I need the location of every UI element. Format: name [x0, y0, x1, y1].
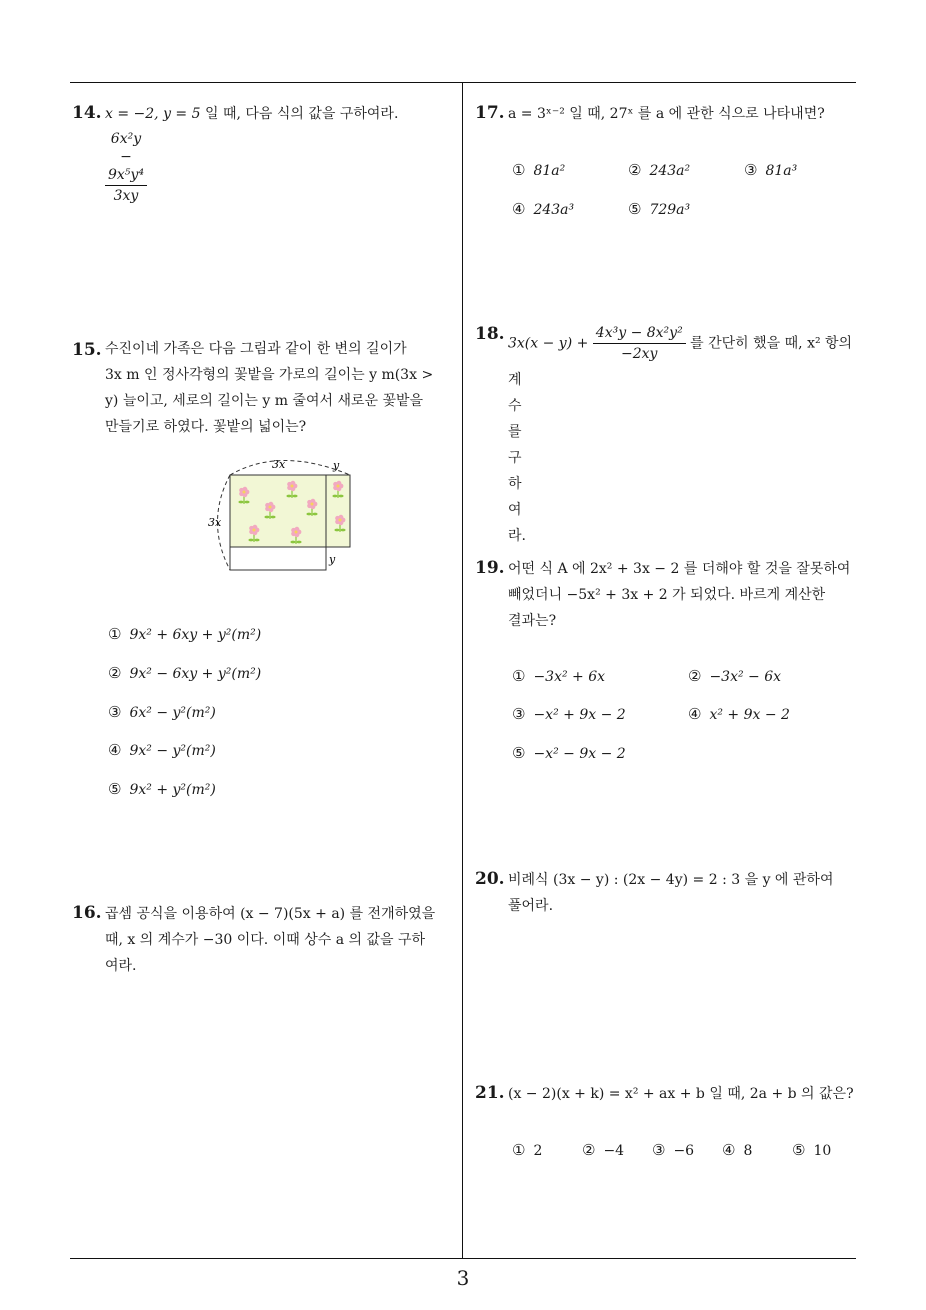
option-4[interactable] — [722, 1141, 752, 1159]
flower-garden-figure — [200, 452, 370, 577]
option-1[interactable] — [512, 1141, 542, 1159]
question-stem — [508, 867, 860, 919]
fraction-denominator: −2xy — [621, 346, 658, 362]
option-4[interactable] — [108, 741, 216, 759]
label-y-top: y — [333, 459, 340, 472]
option-2[interactable] — [688, 667, 781, 685]
option-text: −x² − 9x − 2 — [533, 746, 626, 762]
option-marker: ② — [108, 664, 122, 682]
option-text: 81a³ — [765, 163, 798, 179]
option-text: −3x² − 6x — [709, 669, 782, 685]
option-text: −4 — [603, 1143, 625, 1159]
stem-line: 여라. — [105, 958, 137, 974]
option-marker: ③ — [652, 1141, 666, 1159]
option-5[interactable] — [512, 744, 626, 762]
option-1[interactable] — [512, 161, 565, 179]
option-marker: ① — [108, 625, 122, 643]
option-text: 243a² — [649, 163, 691, 179]
option-marker: ④ — [688, 705, 702, 723]
page-number: 3 — [456, 1266, 470, 1290]
question-number: 17. — [475, 103, 505, 123]
option-marker: ④ — [108, 741, 122, 759]
question-number: 14. — [72, 103, 102, 123]
option-marker: ⑤ — [512, 744, 526, 762]
column-divider — [462, 82, 463, 1258]
fraction-denominator: 3xy — [113, 188, 139, 204]
stem-line: 어떤 식 A 에 2x² + 3x − 2 를 더해야 할 것을 잘못하여 — [508, 561, 851, 577]
option-text: −x² + 9x − 2 — [533, 707, 626, 723]
option-marker: ⑤ — [628, 200, 642, 218]
expression-pre: 3x(x − y) + — [508, 335, 589, 352]
option-2[interactable] — [628, 161, 690, 179]
bottom-rule — [70, 1258, 856, 1259]
condition: x = −2, y = 5 — [105, 106, 201, 122]
option-text: 8 — [743, 1143, 753, 1159]
option-text: 81a² — [533, 163, 566, 179]
option-5[interactable] — [792, 1141, 831, 1159]
label-y-side: y — [329, 553, 336, 566]
question-number: 18. — [475, 324, 505, 344]
option-text: 243a³ — [533, 202, 575, 218]
stem-line: 풀어라. — [508, 898, 554, 914]
option-2[interactable] — [582, 1141, 624, 1159]
stem-text: 를 간단히 했을 때, x² 항의 — [690, 335, 853, 352]
option-marker: ⑤ — [792, 1141, 806, 1159]
option-text: 9x² − 6xy + y²(m²) — [129, 666, 262, 682]
option-3[interactable] — [108, 703, 216, 721]
stem-line: 만들기로 하였다. 꽃밭의 넓이는? — [105, 419, 307, 435]
option-4[interactable] — [512, 200, 574, 218]
option-text: 6x² − y²(m²) — [129, 705, 216, 721]
option-4[interactable] — [688, 705, 790, 723]
option-3[interactable] — [744, 161, 797, 179]
option-5[interactable] — [108, 780, 216, 798]
stem-text: 일 때, 다음 식의 값을 구하여라. — [204, 106, 399, 122]
top-rule — [70, 82, 856, 83]
option-text: 9x² + 6xy + y²(m²) — [129, 627, 262, 643]
question-stem — [105, 901, 461, 979]
question-stem — [508, 556, 860, 634]
question-stem — [508, 324, 860, 363]
dashed-arc-top — [230, 461, 350, 476]
question-stem: a = 3ˣ⁻² 일 때, 27ˣ 를 a 에 관한 식으로 나타내면? — [508, 106, 825, 122]
option-text: −3x² + 6x — [533, 669, 606, 685]
option-marker: ① — [512, 667, 526, 685]
option-3[interactable] — [652, 1141, 694, 1159]
option-marker: ③ — [512, 705, 526, 723]
option-3[interactable] — [512, 705, 626, 723]
removed-strip — [230, 547, 326, 570]
fraction-numerator: 4x³y − 8x²y² — [593, 324, 686, 344]
fraction-expression — [593, 324, 686, 363]
option-marker: ③ — [108, 703, 122, 721]
option-text: 2 — [533, 1143, 543, 1159]
stem-line: 곱셈 공식을 이용하여 (x − 7)(5x + a) 를 전개하였을 — [105, 906, 436, 922]
label-left: 3x — [208, 516, 222, 529]
stem-line: 빼었더니 −5x² + 3x + 2 가 되었다. 바르게 계산한 — [508, 587, 826, 603]
stem-line: 3x m 인 정사각형의 꽃밭을 가로의 길이는 y m(3x > — [105, 367, 434, 383]
label-top: 3x — [272, 458, 286, 471]
option-2[interactable] — [108, 664, 261, 682]
option-marker: ⑤ — [108, 780, 122, 798]
question-stem: (x − 2)(x + k) = x² + ax + b 일 때, 2a + b 의 값은? — [508, 1086, 854, 1102]
option-text: 9x² + y²(m²) — [129, 782, 216, 798]
option-marker: ④ — [512, 200, 526, 218]
stem-line: 비례식 (3x − y) : (2x − 4y) = 2 : 3 을 y 에 관하여 — [508, 872, 834, 888]
option-text: x² + 9x − 2 — [709, 707, 790, 723]
stem-line: 때, x 의 계수가 −30 이다. 이때 상수 a 의 값을 구하 — [105, 932, 426, 948]
option-5[interactable] — [628, 200, 690, 218]
option-marker: ③ — [744, 161, 758, 179]
question-number: 15. — [72, 340, 102, 360]
question-number: 19. — [475, 558, 505, 578]
option-1[interactable] — [512, 667, 605, 685]
stem-line: 결과는? — [508, 613, 557, 629]
option-marker: ② — [628, 161, 642, 179]
fraction-numerator: 6x²y − 9x⁵y⁴ — [105, 130, 147, 186]
option-1[interactable] — [108, 625, 261, 643]
option-marker: ① — [512, 161, 526, 179]
option-text: 10 — [813, 1143, 832, 1159]
option-marker: ① — [512, 1141, 526, 1159]
option-text: −6 — [673, 1143, 695, 1159]
option-marker: ② — [688, 667, 702, 685]
option-marker: ② — [582, 1141, 596, 1159]
question-number: 20. — [475, 869, 505, 889]
stem-line: 계수를 구하여라. — [508, 372, 526, 544]
option-marker: ④ — [722, 1141, 736, 1159]
question-number: 21. — [475, 1083, 505, 1103]
option-text: 9x² − y²(m²) — [129, 743, 216, 759]
option-text: 729a³ — [649, 202, 691, 218]
stem-line: 수진이네 가족은 다음 그림과 같이 한 변의 길이가 — [105, 341, 407, 357]
question-stem — [105, 101, 455, 127]
fraction-expression — [105, 130, 147, 205]
stem-line: y) 늘이고, 세로의 길이는 y m 줄여서 새로운 꽃밭을 — [105, 393, 424, 409]
question-stem — [105, 336, 461, 440]
question-number: 16. — [72, 903, 102, 923]
